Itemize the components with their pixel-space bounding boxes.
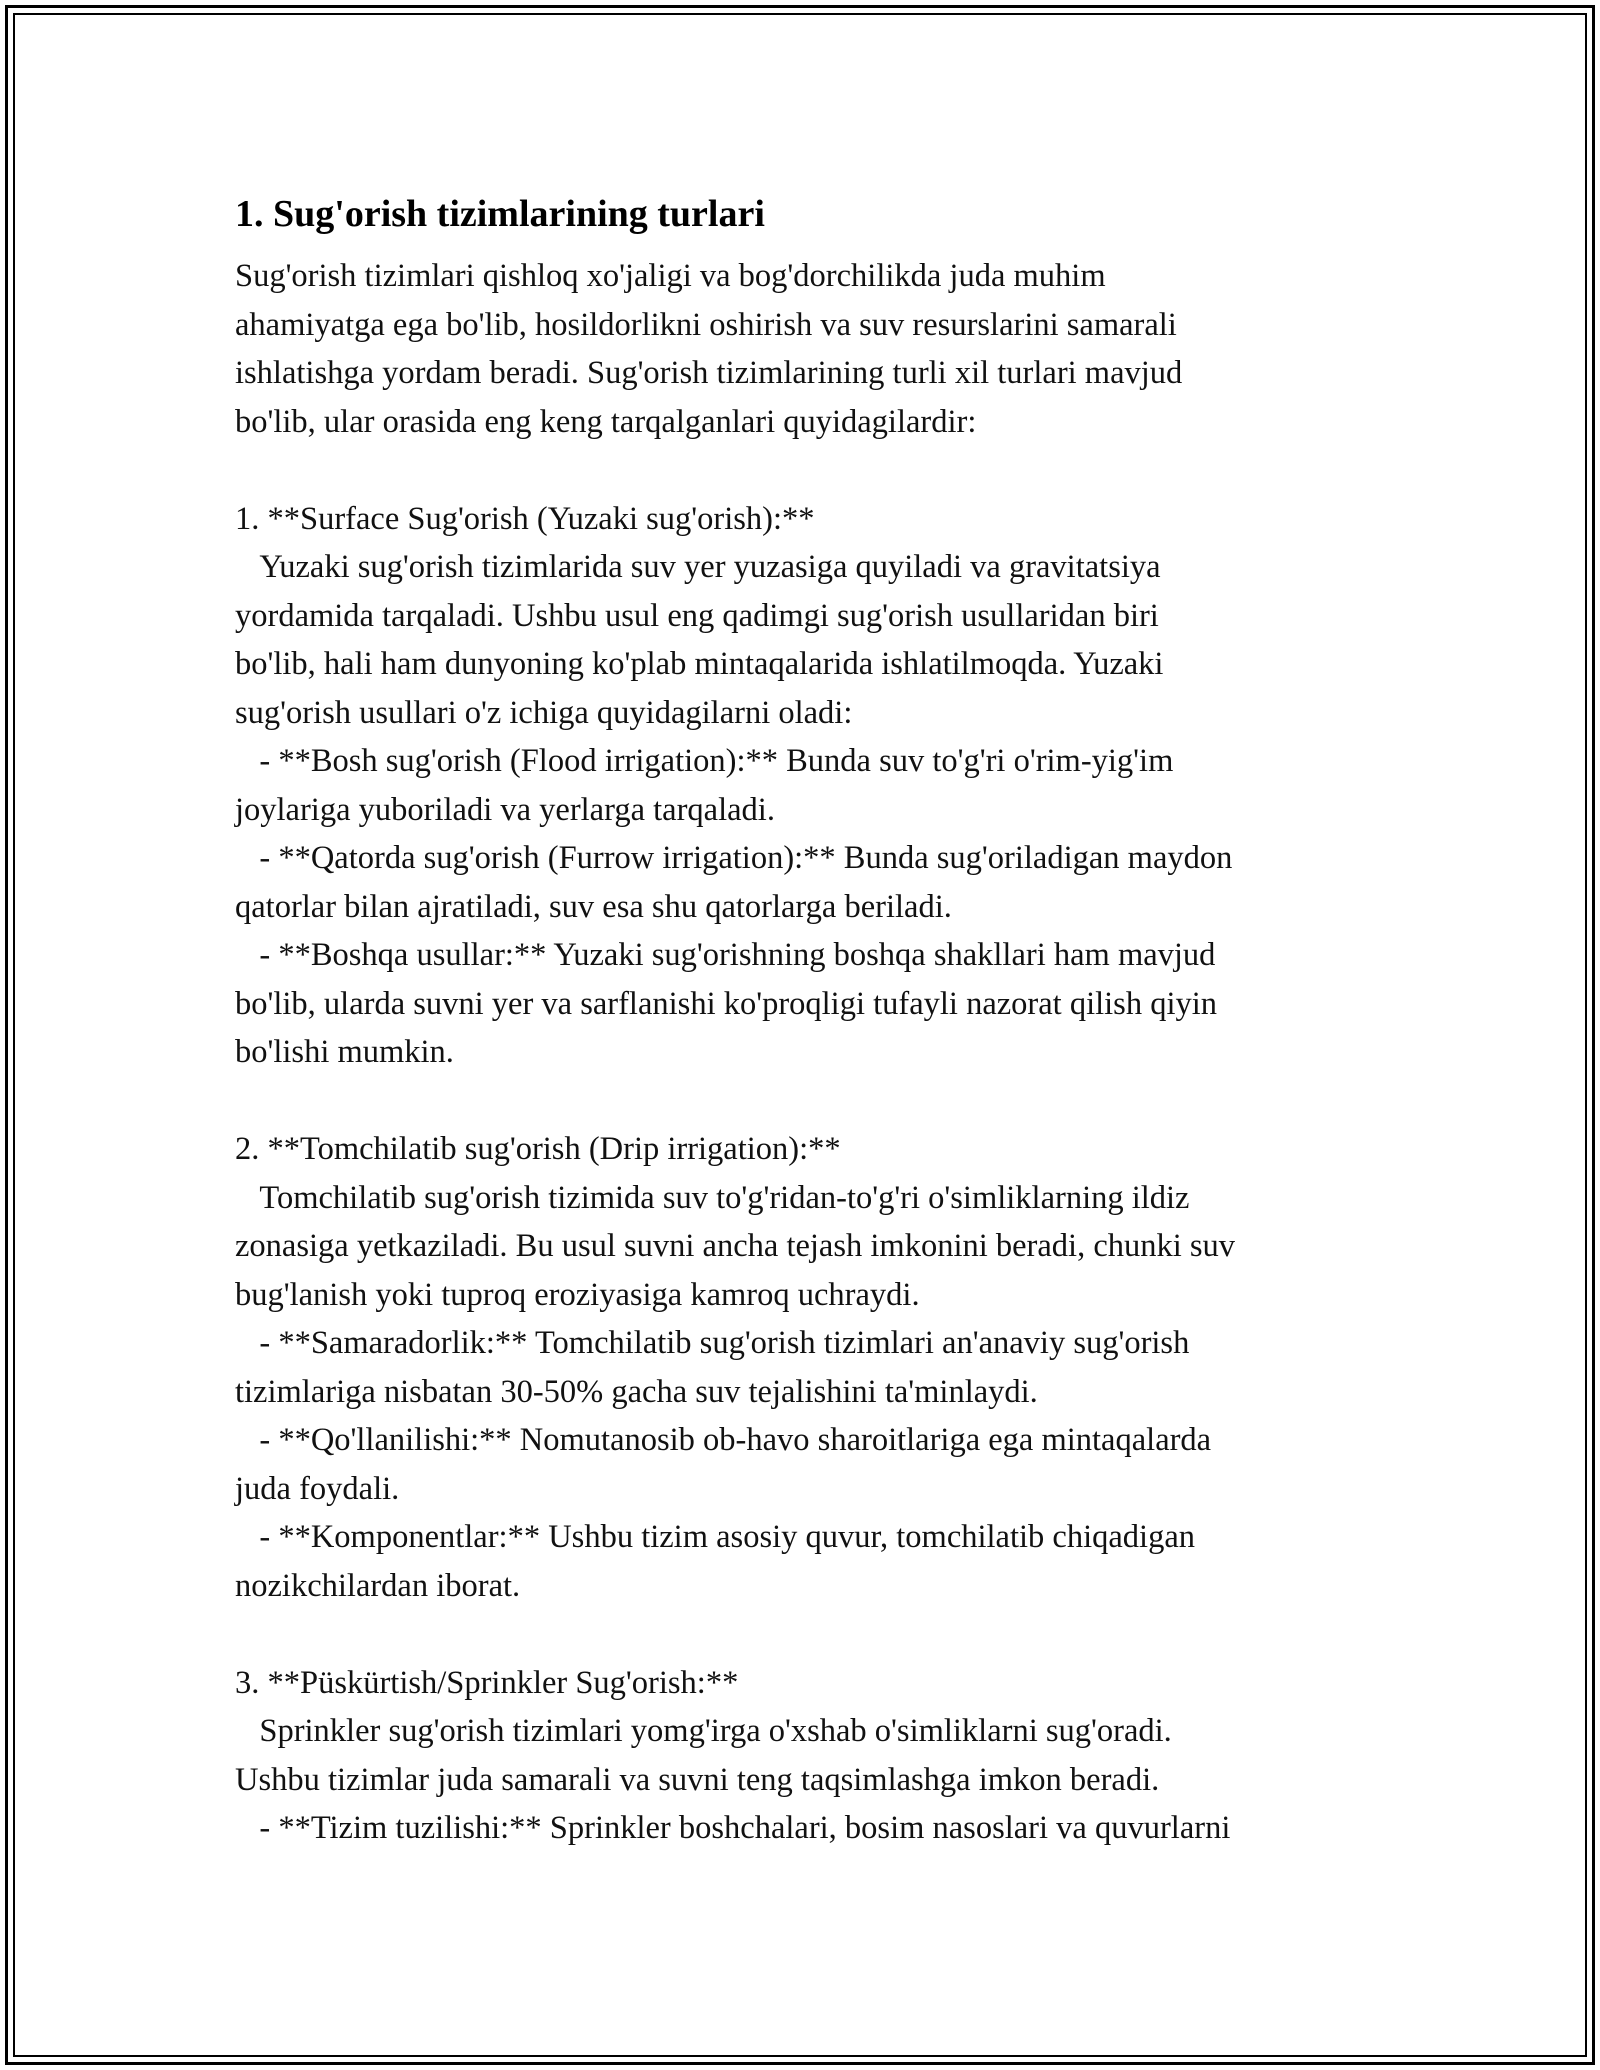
section-body-text: Sug'orish tizimlari qishloq xo'jaligi va bog'dorchilikda juda muhim ahamiyatga ega bo'lib, hosildorlikni oshirish va suv resurslarini samarali ishlatishga yordam beradi. Sug'orish tizimlarining turli xil turlari mavjud bo'lib, ular orasida eng keng tarqalganlari quyidagilardir: 1. **Surface Sug'orish (Yuzaki sug'orish):** Yuzaki sug'orish tizimlarida suv yer yuzasiga quyiladi va gravitatsiya yordamida tarqaladi. Ushbu usul eng qadimgi sug'orish usullaridan biri bo'lib, hali ham dunyoning ko'plab mintaqalarida ishlatilmoqda. Yuzaki sug'orish usullari o'z ichiga quyidagilarni oladi: - **Bosh sug'orish (Flood irrigation):** Bunda suv to'g'ri o'rim-yig'im joylariga yuboriladi va yerlarga tarqaladi. - **Qatorda sug'orish (Furrow irrigation):** Bunda sug'oriladigan maydon qatorlar bilan ajratiladi, suv esa shu qatorlarga beriladi. - **Boshqa usullar:** Yuzaki sug'orishning boshqa shakllari ham mavjud bo'lib, ularda suvni yer va sarflanishi ko'proqligi tufayli nazorat qilish qiyin bo'lishi mumkin. 2. **Tomchilatib sug'orish (Drip irrigation):** Tomchilatib sug'orish tizimida suv to'g'ridan-to'g'ri o'simliklarning ildiz zonasiga yetkaziladi. Bu usul suvni ancha tejash imkonini beradi, chunki suv bug'lanish yoki tuproq eroziyasiga kamroq uchraydi. - **Samaradorlik:** Tomchilatib sug'orish tizimlari an'anaviy sug'orish tizimlariga nisbatan 30-50% gacha suv tejalishini ta'minlaydi. - **Qo'llanilishi:** Nomutanosib ob-havo sharoitlariga ega mintaqalarda juda foydali. - **Komponentlar:** Ushbu tizim asosiy quvur, tomchilatib chiqadigan nozikchilardan iborat. 3. **Püskürtish/Sprinkler Sug'orish:** Sprinkler sug'orish tizimlari yomg'irga o'xshab o'simliklarni sug'oradi. Ushbu tizimlar juda samarali va suvni teng taqsimlashga imkon beradi. - **Tizim tuzilishi:** Sprinkler boshchalari, bosim nasoslari va quvurlarni [235,258,1236,1846]
section-heading: 1. Sug'orish tizimlarining turlari [235,193,765,235]
document-page [235,186,1385,1853]
